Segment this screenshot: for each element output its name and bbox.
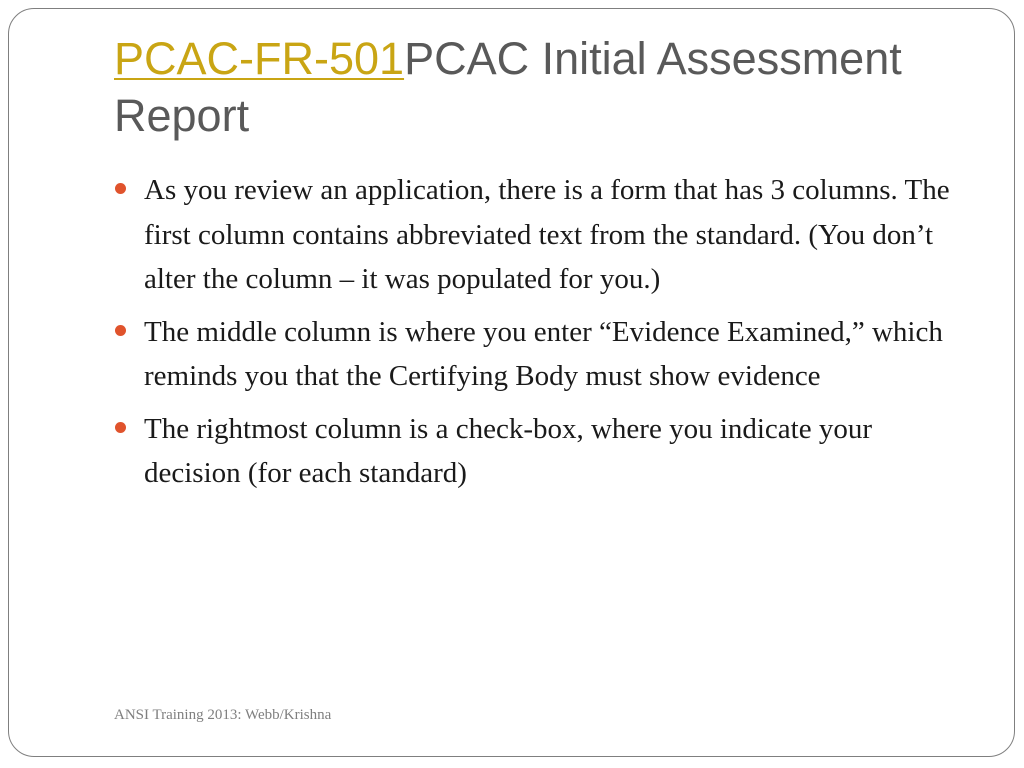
bullet-dot-icon <box>115 422 126 433</box>
bullet-dot-icon <box>115 183 126 194</box>
title-document-link[interactable]: PCAC-FR-501 <box>114 33 405 84</box>
bullet-text: The rightmost column is a check-box, where you indicate your decision (for each standard) <box>144 412 873 489</box>
bullet-item <box>114 407 974 496</box>
bullet-item <box>114 310 974 399</box>
bullet-text: As you review an application, there is a form that has 3 columns. The first column contains abbreviated text from the standard. (You don’t alter the column – it was populated for you.) <box>144 174 950 295</box>
slide-title <box>114 30 974 144</box>
bullet-item <box>114 168 974 302</box>
slide-footer: ANSI Training 2013: Webb/Krishna <box>114 707 332 723</box>
bullet-text: The middle column is where you enter “Evidence Examined,” which reminds you that the Certifying Body must show evidence <box>144 315 943 392</box>
title-text: PCAC Initial Assessment Report <box>114 33 902 141</box>
bullet-dot-icon <box>115 325 126 336</box>
bullet-list <box>114 168 974 504</box>
